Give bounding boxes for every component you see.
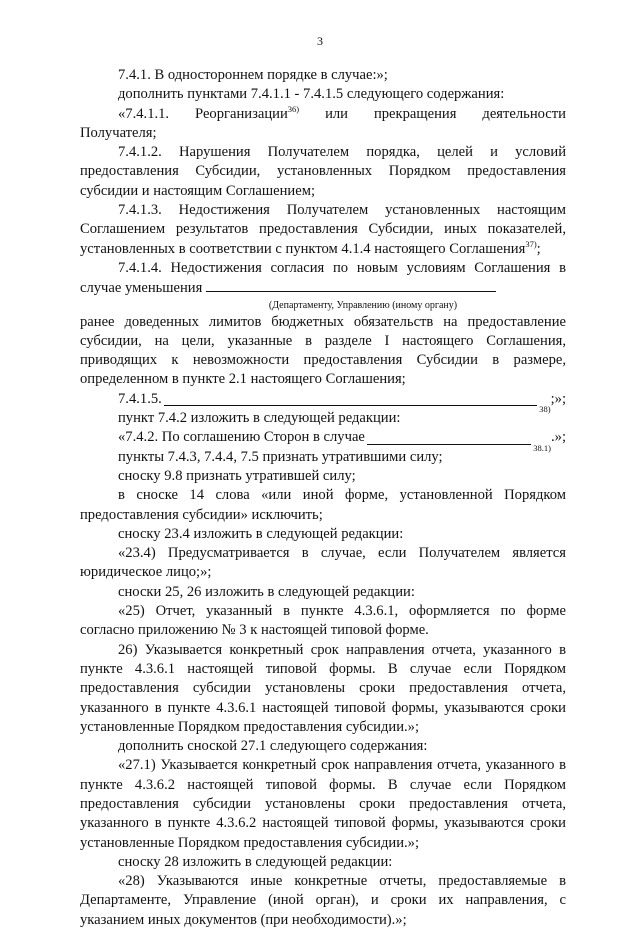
paragraph: «27.1) Указывается конкретный срок направления отчета, указанного в пункте 4.3.6.2 настоящей типовой формы. В случае если Порядком предоставления субсидии установлены сроки предоставления отчета, указанного в пункте 4.3.6.2 настоящей типовой формы, указываются сроки установленные Порядком предоставления субсидии.»;: [80, 757, 566, 851]
blank-line: [367, 430, 531, 445]
paragraph: сноску 28 изложить в следующей редакции:: [118, 853, 393, 870]
paragraph: «25) Отчет, указанный в пункте 4.3.6.1, оформляется по форме согласно приложению № 3 к настоящей типовой форме.: [80, 603, 566, 639]
paragraph: 7.4.1. В одностороннем порядке в случае:»;: [118, 67, 388, 83]
text: ;»;: [550, 390, 566, 407]
blank-line: [164, 391, 537, 406]
text-group: [195, 105, 299, 124]
paragraph: сноску 9.8 признать утратившей силу;: [118, 467, 356, 484]
footnote-ref: 36): [287, 103, 300, 114]
paragraph: 7.4.1.2. Нарушения Получателем порядка, целей и условий предоставления Субсидии, установленных Порядком предоставления субсидии и настоящим Соглашением;: [80, 144, 566, 199]
text: .»;: [551, 429, 566, 446]
field-caption: (Департаменту, Управлению (иному органу): [268, 299, 458, 311]
paragraph: Получателя;: [80, 124, 157, 141]
text: или: [325, 105, 348, 122]
document-body: [80, 66, 566, 930]
paragraph-7-4-1-1: [80, 105, 566, 124]
paragraph-7-4-1-5: 7.4.1.5. 38) ;»;: [118, 390, 566, 415]
paragraph: в сноске 14 слова «или иной форме, установленной Порядком предоставления субсидии» исключить;: [80, 487, 566, 523]
text: 7.4.1.5.: [118, 390, 162, 407]
paragraph: 26) Указывается конкретный срок направления отчета, указанного в пункте 4.3.6.1 настоящей типовой формы. В случае если Порядком предоставления субсидии установлены сроки предоставления отчета, указанного в пункте 4.3.6.1 настоящей типовой формы, указываются сроки установленные Порядком предоставления субсидии.»;: [80, 641, 566, 735]
paragraph: сноску 23.4 изложить в следующей редакции:: [118, 525, 404, 542]
paragraph: дополнить сноской 27.1 следующего содержания:: [118, 738, 428, 755]
text: Реорганизации: [195, 105, 288, 122]
page-number: 3: [317, 34, 323, 48]
paragraph-7-4-1-3: [80, 201, 566, 259]
paragraph: «23.4) Предусматривается в случае, если Получателем является юридическое лицо;»;: [80, 545, 566, 581]
footnote-ref: 37): [525, 238, 537, 249]
paragraph: «28) Указываются иные конкретные отчеты, предоставляемые в Департаменте, Управление (иной орган), и сроки их направления, с указанием иных документов (при необходимости).»;: [80, 873, 566, 928]
text: 7.4.1.4. Недостижения согласия по новым условиям Соглашения в случае уменьшения: [80, 259, 566, 297]
paragraph: пункт 7.4.2 изложить в следующей редакции:: [118, 410, 401, 427]
text: 7.4.1.3. Недостижения Получателем установленных настоящим Соглашением результатов предоставления Субсидии, иных показателей, установленных в соответствии с пунктом 4.1.4 настоящего Соглашения: [80, 202, 566, 257]
text: ;: [536, 240, 541, 257]
text: прекращения: [373, 105, 457, 122]
paragraph: дополнить пунктами 7.4.1.1 - 7.4.1.5 следующего содержания:: [118, 86, 505, 103]
text: деятельности: [482, 105, 566, 122]
text: «7.4.1.1.: [118, 105, 170, 122]
text: «7.4.2. По соглашению Сторон в случае: [118, 429, 365, 446]
paragraph-7-4-1-4: [80, 259, 566, 299]
paragraph: пункты 7.4.3, 7.4.4, 7.5 признать утратившими силу;: [118, 448, 443, 465]
paragraph: ранее доведенных лимитов бюджетных обязательств на предоставление субсидии, на цели, указанные в разделе I настоящего Соглашения, приводящих к невозможности предоставления Субсидии в размере, определенном в пункте 2.1 настоящего Соглашения;: [80, 313, 566, 388]
paragraph-7-4-2: «7.4.2. По соглашению Сторон в случае 38.1) .»;: [118, 429, 566, 453]
paragraph: сноски 25, 26 изложить в следующей редакции:: [118, 583, 415, 600]
blank-line: [206, 278, 496, 292]
